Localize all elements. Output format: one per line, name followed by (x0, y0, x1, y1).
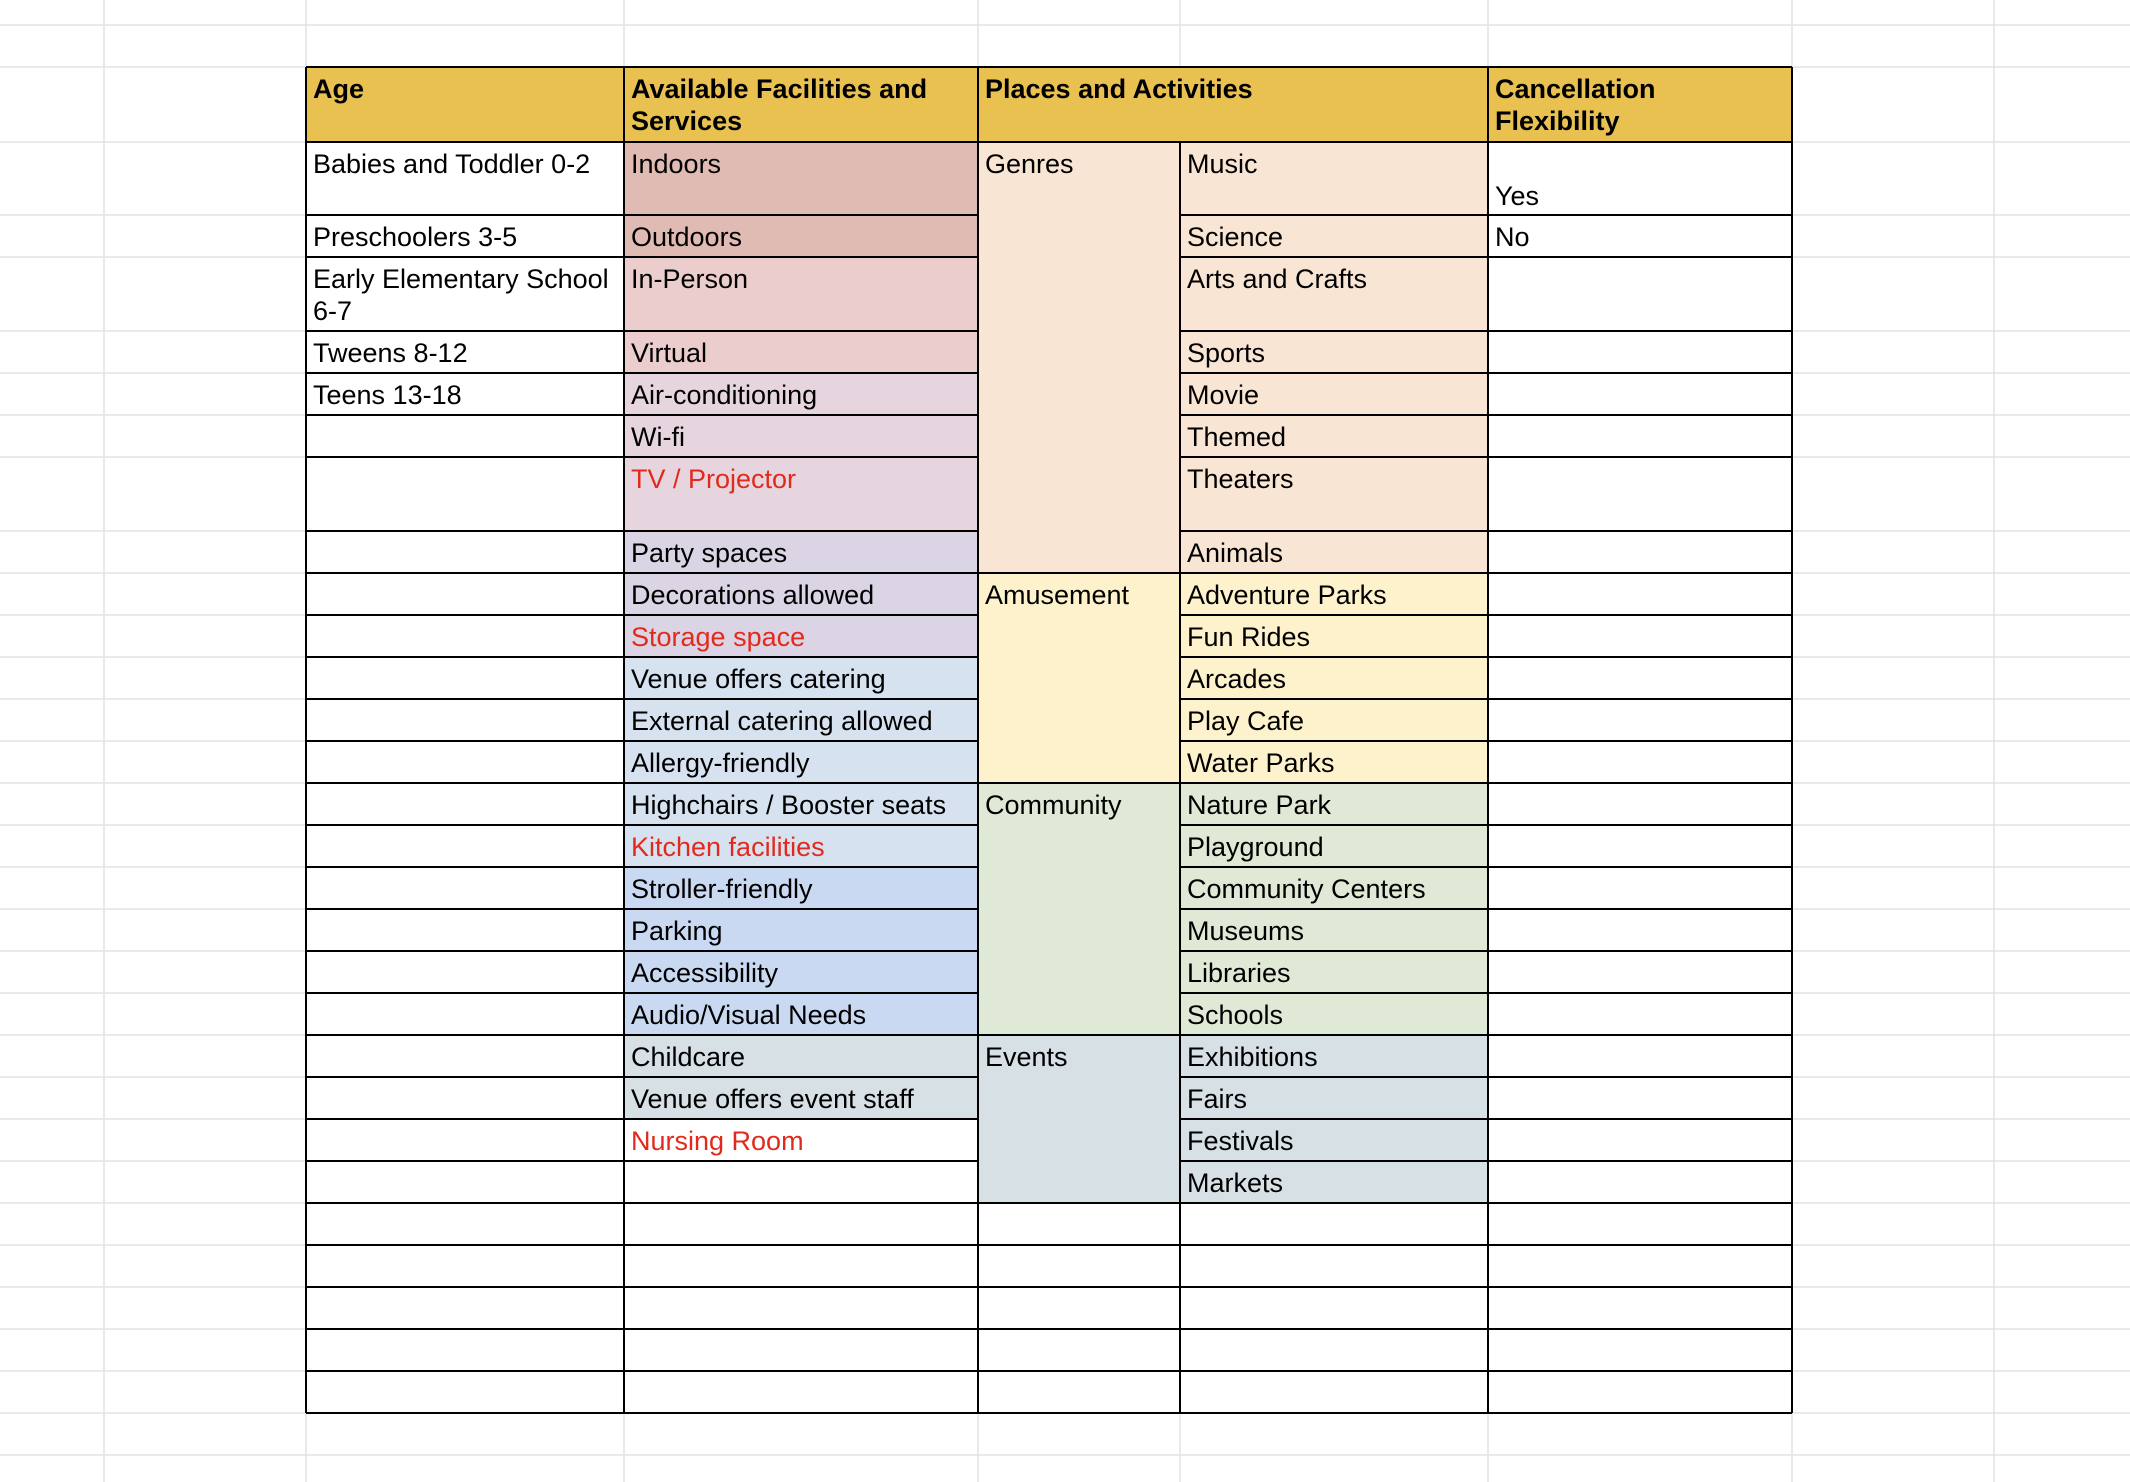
facility-cell[interactable] (624, 257, 978, 331)
activity-cell-text: Arcades (1187, 664, 1287, 694)
activity-cell[interactable] (1180, 699, 1488, 741)
cancellation-cell-empty[interactable] (1488, 825, 1792, 867)
category-genres-text: Genres (985, 149, 1074, 179)
age-cell[interactable] (306, 257, 624, 331)
activity-cell-empty[interactable] (1180, 1203, 1488, 1245)
facility-cell[interactable] (624, 825, 978, 867)
category-cell-empty[interactable] (978, 1329, 1180, 1371)
age-cell-empty[interactable] (306, 573, 624, 615)
activity-cell-text: Water Parks (1187, 748, 1335, 778)
activity-cell-text: Fun Rides (1187, 622, 1311, 652)
activity-cell-text: Community Centers (1187, 874, 1426, 904)
activity-cell[interactable] (1180, 657, 1488, 699)
activity-cell-text: Theaters (1187, 464, 1294, 494)
age-cell-text: Tweens 8-12 (313, 338, 468, 368)
facility-cell-text: Outdoors (631, 222, 743, 252)
facility-cell-text: Allergy-friendly (631, 748, 810, 778)
facility-cell-text: Party spaces (631, 538, 788, 568)
activity-cell-text: Festivals (1187, 1126, 1294, 1156)
age-cell-empty[interactable] (306, 457, 624, 531)
facility-cell[interactable] (624, 741, 978, 783)
cancellation-cell-empty[interactable] (1488, 1287, 1792, 1329)
activity-cell-empty[interactable] (1180, 1371, 1488, 1413)
cancellation-cell-empty[interactable] (1488, 741, 1792, 783)
facility-cell-text: Wi-fi (631, 422, 685, 452)
cancellation-cell-empty[interactable] (1488, 457, 1792, 531)
facility-cell-text: Accessibility (631, 958, 779, 988)
facility-cell[interactable] (624, 573, 978, 615)
facility-cell-text: Air-conditioning (631, 380, 818, 410)
age-cell-text: Babies and Toddler 0-2 (313, 149, 591, 179)
activity-cell-text: Music (1187, 149, 1258, 179)
cancellation-cell-empty[interactable] (1488, 1371, 1792, 1413)
activity-cell[interactable] (1180, 1161, 1488, 1203)
facility-cell-text: Parking (631, 916, 723, 946)
age-cell-empty[interactable] (306, 615, 624, 657)
activity-cell[interactable] (1180, 1035, 1488, 1077)
facility-cell-text: Highchairs / Booster seats (631, 790, 947, 820)
facility-cell-text: Childcare (631, 1042, 746, 1072)
cancellation-cell-empty[interactable] (1488, 1329, 1792, 1371)
facility-cell-text: Venue offers event staff (631, 1084, 914, 1114)
facility-cell-text: Storage space (631, 622, 806, 652)
facility-cell[interactable] (624, 1077, 978, 1119)
cancellation-cell-empty[interactable] (1488, 1119, 1792, 1161)
age-cell-empty[interactable] (306, 1119, 624, 1161)
category-community[interactable] (978, 783, 1180, 1035)
category-events[interactable] (978, 1035, 1180, 1203)
cancellation-cell-empty[interactable] (1488, 331, 1792, 373)
age-cell-empty[interactable] (306, 415, 624, 457)
facility-cell[interactable] (624, 657, 978, 699)
category-cell-empty[interactable] (978, 1371, 1180, 1413)
age-cell-text: Teens 13-18 (313, 380, 462, 410)
age-cell-text: Preschoolers 3-5 (313, 222, 518, 252)
activity-cell-text: Museums (1187, 916, 1305, 946)
category-cell-empty[interactable] (978, 1287, 1180, 1329)
age-cell[interactable] (306, 331, 624, 373)
header-facilities-text: Available Facilities and Services (631, 74, 928, 136)
age-cell-text: Early Elementary School 6-7 (313, 264, 609, 326)
facility-cell-empty[interactable] (624, 1161, 978, 1203)
category-cell-empty[interactable] (978, 1203, 1180, 1245)
activity-cell[interactable] (1180, 215, 1488, 257)
activity-cell[interactable] (1180, 142, 1488, 215)
cancellation-cell-empty[interactable] (1488, 1161, 1792, 1203)
activity-cell[interactable] (1180, 825, 1488, 867)
cancellation-cell-empty[interactable] (1488, 415, 1792, 457)
header-places[interactable] (978, 67, 1488, 142)
activity-cell-empty[interactable] (1180, 1245, 1488, 1287)
facility-cell[interactable] (624, 993, 978, 1035)
activity-cell-text: Schools (1187, 1000, 1284, 1030)
activity-cell[interactable] (1180, 909, 1488, 951)
facility-cell-text: Audio/Visual Needs (631, 1000, 867, 1030)
age-cell-empty[interactable] (306, 867, 624, 909)
facility-cell[interactable] (624, 215, 978, 257)
facility-cell-empty[interactable] (624, 1203, 978, 1245)
header-age[interactable] (306, 67, 624, 142)
facility-cell[interactable] (624, 457, 978, 531)
facility-cell-text: External catering allowed (631, 706, 933, 736)
category-cell-empty[interactable] (978, 1245, 1180, 1287)
cancellation-cell-empty[interactable] (1488, 993, 1792, 1035)
facility-cell-text: In-Person (631, 264, 749, 294)
facility-cell[interactable] (624, 615, 978, 657)
activity-cell-text: Animals (1187, 538, 1284, 568)
facility-cell[interactable] (624, 1035, 978, 1077)
activity-cell-text: Themed (1187, 422, 1287, 452)
facility-cell-empty[interactable] (624, 1287, 978, 1329)
cancellation-cell-empty[interactable] (1488, 657, 1792, 699)
cancellation-cell-empty[interactable] (1488, 531, 1792, 573)
activity-cell-text: Markets (1187, 1168, 1284, 1198)
activity-cell-text: Playground (1187, 832, 1324, 862)
cancellation-cell[interactable] (1488, 142, 1792, 215)
facility-cell[interactable] (624, 373, 978, 415)
activity-cell[interactable] (1180, 951, 1488, 993)
cancellation-cell-empty[interactable] (1488, 867, 1792, 909)
header-cancellation-text: Cancellation Flexibility (1495, 74, 1656, 136)
activity-cell[interactable] (1180, 993, 1488, 1035)
header-age-text: Age (313, 74, 365, 104)
age-cell-empty[interactable] (306, 657, 624, 699)
cancellation-cell-empty[interactable] (1488, 783, 1792, 825)
header-cancellation[interactable] (1488, 67, 1792, 142)
cancellation-cell-text: Yes (1495, 181, 1540, 211)
age-cell-empty[interactable] (306, 783, 624, 825)
cancellation-cell-empty[interactable] (1488, 909, 1792, 951)
age-cell-empty[interactable] (306, 699, 624, 741)
activity-cell[interactable] (1180, 573, 1488, 615)
facility-cell-empty[interactable] (624, 1245, 978, 1287)
activity-cell-text: Exhibitions (1187, 1042, 1318, 1072)
category-genres[interactable] (978, 142, 1180, 573)
age-cell-empty[interactable] (306, 741, 624, 783)
age-cell-empty[interactable] (306, 531, 624, 573)
cancellation-cell-empty[interactable] (1488, 373, 1792, 415)
activity-cell[interactable] (1180, 783, 1488, 825)
facility-cell-text: Nursing Room (631, 1126, 804, 1156)
activity-cell[interactable] (1180, 415, 1488, 457)
age-cell[interactable] (306, 373, 624, 415)
cancellation-cell-empty[interactable] (1488, 615, 1792, 657)
activity-cell-text: Sports (1187, 338, 1266, 368)
facility-cell[interactable] (624, 783, 978, 825)
facility-cell[interactable] (624, 699, 978, 741)
category-amusement-text: Amusement (985, 580, 1130, 610)
cancellation-cell-empty[interactable] (1488, 1035, 1792, 1077)
category-community-text: Community (985, 790, 1122, 820)
facility-cell[interactable] (624, 415, 978, 457)
category-amusement[interactable] (978, 573, 1180, 783)
activity-cell-text: Nature Park (1187, 790, 1332, 820)
cancellation-cell-empty[interactable] (1488, 1203, 1792, 1245)
age-cell-empty[interactable] (306, 1203, 624, 1245)
cancellation-cell-empty[interactable] (1488, 257, 1792, 331)
activity-cell[interactable] (1180, 457, 1488, 531)
activity-cell-text: Play Cafe (1187, 706, 1305, 736)
age-cell-empty[interactable] (306, 909, 624, 951)
cancellation-cell-empty[interactable] (1488, 699, 1792, 741)
facility-cell[interactable] (624, 331, 978, 373)
facility-cell-text: TV / Projector (631, 464, 797, 494)
age-cell-empty[interactable] (306, 1077, 624, 1119)
activity-cell-text: Libraries (1187, 958, 1291, 988)
age-cell[interactable] (306, 215, 624, 257)
activity-cell-text: Fairs (1187, 1084, 1247, 1114)
activity-cell-text: Movie (1187, 380, 1260, 410)
header-places-text: Places and Activities (985, 74, 1253, 104)
activity-cell[interactable] (1180, 867, 1488, 909)
facility-cell-text: Indoors (631, 149, 722, 179)
facility-cell-empty[interactable] (624, 1329, 978, 1371)
facility-cell-text: Virtual (631, 338, 708, 368)
age-cell-empty[interactable] (306, 1371, 624, 1413)
activity-cell-empty[interactable] (1180, 1287, 1488, 1329)
cancellation-cell-empty[interactable] (1488, 573, 1792, 615)
activity-cell[interactable] (1180, 615, 1488, 657)
facility-cell-text: Stroller-friendly (631, 874, 813, 904)
cancellation-cell-text: No (1495, 222, 1530, 252)
facility-cell[interactable] (624, 951, 978, 993)
age-cell-empty[interactable] (306, 993, 624, 1035)
age-cell-empty[interactable] (306, 1329, 624, 1371)
facility-cell[interactable] (624, 142, 978, 215)
facility-cell-text: Venue offers catering (631, 664, 886, 694)
age-cell-empty[interactable] (306, 1287, 624, 1329)
activity-cell[interactable] (1180, 1077, 1488, 1119)
age-cell-empty[interactable] (306, 825, 624, 867)
age-cell-empty[interactable] (306, 1161, 624, 1203)
activity-cell-text: Adventure Parks (1187, 580, 1387, 610)
facility-cell[interactable] (624, 867, 978, 909)
cancellation-cell-empty[interactable] (1488, 1077, 1792, 1119)
header-facilities[interactable] (624, 67, 978, 142)
activity-cell[interactable] (1180, 1119, 1488, 1161)
age-cell-empty[interactable] (306, 1035, 624, 1077)
cancellation-cell-empty[interactable] (1488, 1245, 1792, 1287)
activity-cell[interactable] (1180, 257, 1488, 331)
facility-cell-text: Decorations allowed (631, 580, 875, 610)
age-cell[interactable] (306, 142, 624, 215)
age-cell-empty[interactable] (306, 1245, 624, 1287)
activity-cell[interactable] (1180, 331, 1488, 373)
activity-cell-text: Arts and Crafts (1187, 264, 1368, 294)
facility-cell[interactable] (624, 1119, 978, 1161)
activity-cell[interactable] (1180, 373, 1488, 415)
activity-cell-text: Science (1187, 222, 1284, 252)
facility-cell[interactable] (624, 909, 978, 951)
cancellation-cell-empty[interactable] (1488, 951, 1792, 993)
category-events-text: Events (985, 1042, 1068, 1072)
activity-cell[interactable] (1180, 741, 1488, 783)
facility-cell-empty[interactable] (624, 1371, 978, 1413)
age-cell-empty[interactable] (306, 951, 624, 993)
cancellation-cell[interactable] (1488, 215, 1792, 257)
facility-cell-text: Kitchen facilities (631, 832, 825, 862)
activity-cell[interactable] (1180, 531, 1488, 573)
activity-cell-empty[interactable] (1180, 1329, 1488, 1371)
facility-cell[interactable] (624, 531, 978, 573)
